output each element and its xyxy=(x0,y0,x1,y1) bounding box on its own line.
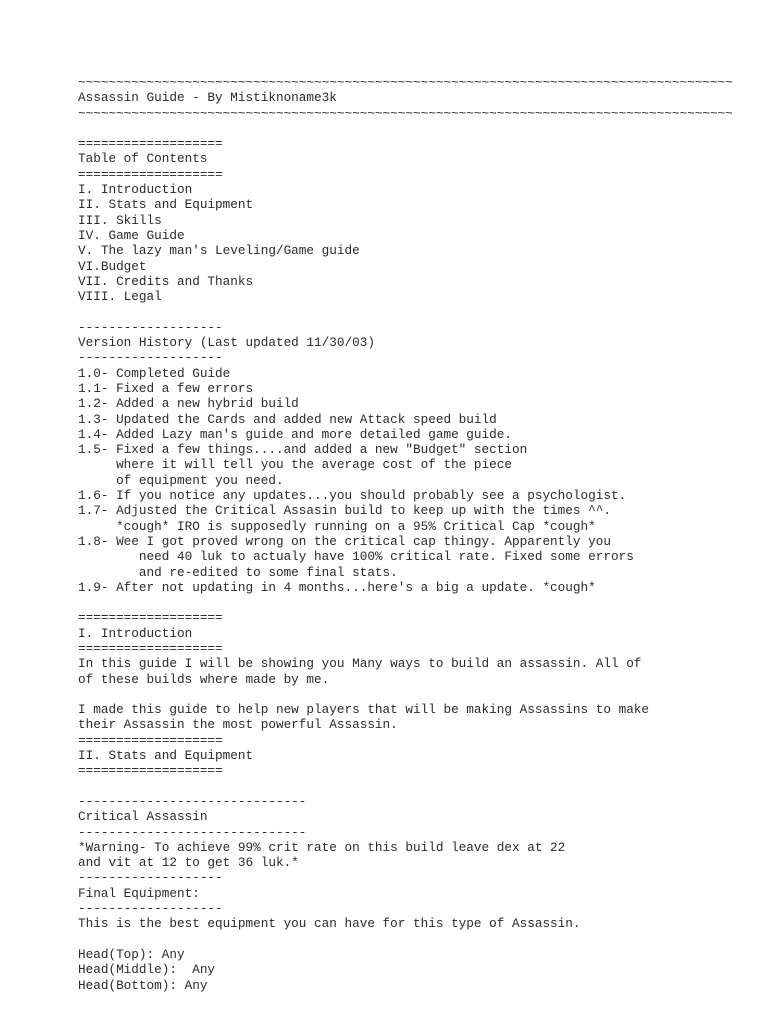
version-entry: *cough* IRO is supposedly running on a 95% Critical Cap *cough* xyxy=(78,518,596,534)
version-entry: 1.3- Updated the Cards and added new Attack speed build xyxy=(78,411,497,427)
toc-item: II. Stats and Equipment xyxy=(78,197,254,213)
blank-line xyxy=(78,304,748,319)
section-rule: =================== xyxy=(78,732,223,748)
title-rule-top: ~~~~~~~~~~~~~~~~~~~~~~~~~~~~~~~~~~~~~~~~~~~~~~~~~~~~~~~~~~~~~~~~~~~~~~~~~~~~~~~~~~~~~~ xyxy=(78,75,733,90)
body-text: In this guide I will be showing you Many ways to build an assassin. All of xyxy=(78,656,642,672)
warning-text: *Warning- To achieve 99% crit rate on this build leave dex at 22 xyxy=(78,839,566,855)
blank-line xyxy=(78,932,748,947)
guide-document xyxy=(78,75,748,993)
section-rule: ------------------------------ xyxy=(78,793,307,809)
version-entry: of equipment you need. xyxy=(78,472,284,488)
body-text: their Assassin the most powerful Assassin. xyxy=(78,717,398,733)
section-rule: =================== xyxy=(78,763,223,779)
toc-item: VI.Budget xyxy=(78,258,147,274)
section-rule: ------------------- xyxy=(78,870,223,886)
toc-heading: Table of Contents xyxy=(78,151,208,167)
section-rule: ------------------------------ xyxy=(78,824,307,840)
toc-item: VIII. Legal xyxy=(78,289,162,305)
version-entry: 1.1- Fixed a few errors xyxy=(78,380,254,396)
blank-line xyxy=(78,121,748,136)
title-rule-bottom: ~~~~~~~~~~~~~~~~~~~~~~~~~~~~~~~~~~~~~~~~~~~~~~~~~~~~~~~~~~~~~~~~~~~~~~~~~~~~~~~~~~~~~~ xyxy=(78,105,733,121)
toc-item: III. Skills xyxy=(78,212,162,228)
section-rule: ------------------- xyxy=(78,319,223,335)
section-rule: ------------------- xyxy=(78,901,223,917)
blank-line xyxy=(78,595,748,610)
toc-item: V. The lazy man's Leveling/Game guide xyxy=(78,243,360,259)
section-rule: =================== xyxy=(78,640,223,656)
section-rule: ------------------- xyxy=(78,350,223,366)
toc-item: IV. Game Guide xyxy=(78,227,185,243)
version-history-heading: Version History (Last updated 11/30/03) xyxy=(78,335,375,351)
introduction-heading: I. Introduction xyxy=(78,625,193,641)
guide-title: Assassin Guide - By Mistiknoname3k xyxy=(78,90,337,106)
blank-line xyxy=(78,687,748,702)
stats-equipment-heading: II. Stats and Equipment xyxy=(78,748,254,764)
equipment-slot: Head(Middle): Any xyxy=(78,962,216,978)
body-text: I made this guide to help new players that will be making Assassins to make xyxy=(78,702,650,718)
body-text: of these builds where made by me. xyxy=(78,671,330,687)
version-entry: where it will tell you the average cost of the piece xyxy=(78,457,512,473)
critical-assassin-heading: Critical Assassin xyxy=(78,809,208,825)
section-rule: =================== xyxy=(78,166,223,182)
version-entry: 1.8- Wee I got proved wrong on the critical cap thingy. Apparently you xyxy=(78,533,611,549)
version-entry: 1.4- Added Lazy man's guide and more detailed game guide. xyxy=(78,426,512,442)
final-equipment-heading: Final Equipment: xyxy=(78,885,200,901)
toc-item: I. Introduction xyxy=(78,182,193,198)
blank-line xyxy=(78,779,748,794)
section-rule: =================== xyxy=(78,610,223,626)
version-entry: 1.2- Added a new hybrid build xyxy=(78,396,299,412)
warning-text: and vit at 12 to get 36 luk.* xyxy=(78,855,299,871)
version-entry: and re-edited to some final stats. xyxy=(78,564,398,580)
section-rule: =================== xyxy=(78,136,223,152)
toc-item: VII. Credits and Thanks xyxy=(78,273,254,289)
version-entry: need 40 luk to actualy have 100% critical rate. Fixed some errors xyxy=(78,549,634,565)
version-entry: 1.9- After not updating in 4 months...here's a big a update. *cough* xyxy=(78,579,596,595)
equipment-slot: Head(Bottom): Any xyxy=(78,977,208,993)
version-entry: 1.5- Fixed a few things....and added a new "Budget" section xyxy=(78,442,528,458)
equipment-slot: Head(Top): Any xyxy=(78,946,185,962)
version-entry: 1.6- If you notice any updates...you should probably see a psychologist. xyxy=(78,488,627,504)
body-text: This is the best equipment you can have for this type of Assassin. xyxy=(78,916,581,932)
version-entry: 1.7- Adjusted the Critical Assasin build to keep up with the times ^^. xyxy=(78,503,611,519)
version-entry: 1.0- Completed Guide xyxy=(78,365,231,381)
